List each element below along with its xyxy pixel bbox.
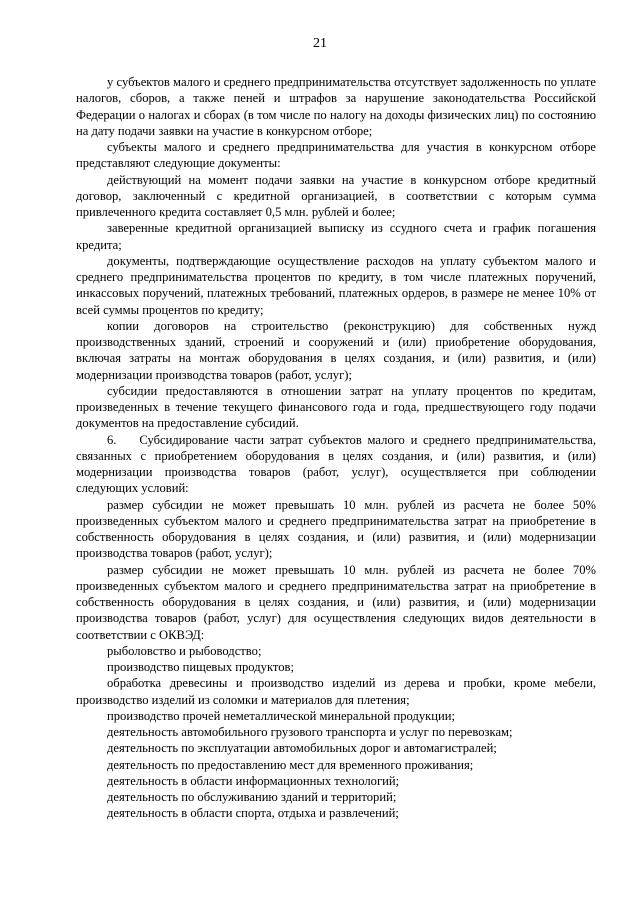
paragraph-loan-statement: заверенные кредитной организацией выписку из ссудного счета и график погашения кредита; [76, 221, 596, 252]
paragraph-subsidy-limit-70: размер субсидии не может превышать 10 млн. рублей из расчета не более 70% произведенных субъектом малого и среднего предпринимательства затрат на приобретение в собственность оборудования в целях создания, и (или) развития, и (или) модернизации производства товаров (работ, услуг) для осуществления следующих видов деятельности в соответствии с ОКВЭД: [76, 562, 596, 642]
list-item-road-operation: деятельность по эксплуатации автомобильных дорог и автомагистралей; [107, 741, 497, 756]
list-item-mineral-products: производство прочей неметаллической минеральной продукции; [107, 708, 456, 723]
paragraph-documents-intro: субъекты малого и среднего предпринимательства для участия в конкурсном отборе представляют следующие документы: [76, 140, 596, 171]
paragraph-credit-agreement: действующий на момент подачи заявки на участие в конкурсном отборе кредитный договор, заключенный с кредитной организацией, в соответствии с которым сумма привлеченного кредита составляет 0,5 млн. рублей и более; [76, 172, 596, 219]
page-number: 21 [313, 36, 327, 51]
list-item-sports-recreation: деятельность в области спорта, отдыха и развлечений; [107, 806, 399, 821]
list-item-accommodation: деятельность по предоставлению мест для временного проживания; [107, 757, 474, 772]
document-body [76, 74, 596, 822]
list-item-food-production: производство пищевых продуктов; [107, 660, 294, 674]
list-item-building-services: деятельность по обслуживанию зданий и территорий; [107, 790, 397, 804]
paragraph-interest-payment-documents: документы, подтверждающие осуществление расходов на уплату субъектом малого и среднего предпринимательства процентов по кредиту, в том числе платежных поручений, инкассовых поручений, платежных требований, платежных ордеров, в размере не менее 10% от всей суммы процентов по кредиту; [76, 253, 596, 317]
paragraph-subsidy-period: субсидии предоставляются в отношении затрат на уплату процентов по кредитам, произведенных в течение текущего финансового года и года, предшествующего году подачи документов на предоставление субсидий. [76, 383, 596, 431]
paragraph-subsidy-limit-50: размер субсидии не может превышать 10 млн. рублей из расчета не более 50% произведенных субъектом малого и среднего предпринимательства затрат на приобретение в собственность оборудования в целях создания, и (или) развития, и (или) модернизации производства товаров (работ, услуг); [76, 497, 596, 561]
list-item-fishing: рыболовство и рыбоводство; [107, 643, 262, 658]
list-item-road-freight: деятельность автомобильного грузового транспорта и услуг по перевозкам; [107, 725, 513, 739]
list-item-wood-processing: обработка древесины и производство изделий из дерева и пробки, кроме мебели, производство изделий из соломки и материалов для плетения; [76, 676, 596, 707]
paragraph-construction-contracts: копии договоров на строительство (реконструкцию) для собственных нужд производственных зданий, строений и сооружений и (или) приобретение оборудования, включая затраты на монтаж оборудования в целях создания, и (или) развития, и (или) модернизации производства товаров (работ, услуг); [76, 318, 596, 382]
paragraph-section-6: 6. Субсидирование части затрат субъектов малого и среднего предпринимательства, связанных с приобретением оборудования в целях создания, и (или) развития, и (или) модернизации производства товаров (работ, услуг), осуществляется при соблюдении следующих условий: [76, 432, 596, 496]
list-item-it: деятельность в области информационных технологий; [107, 773, 400, 788]
paragraph-no-tax-debt: у субъектов малого и среднего предпринимательства отсутствует задолженность по уплате налогов, сборов, а также пеней и штрафов за нарушение законодательства Российской Федерации о налогах и сборах (в том числе по налогу на доходы физических лиц) по состоянию на дату подачи заявки на участие в конкурсном отборе; [76, 75, 596, 138]
